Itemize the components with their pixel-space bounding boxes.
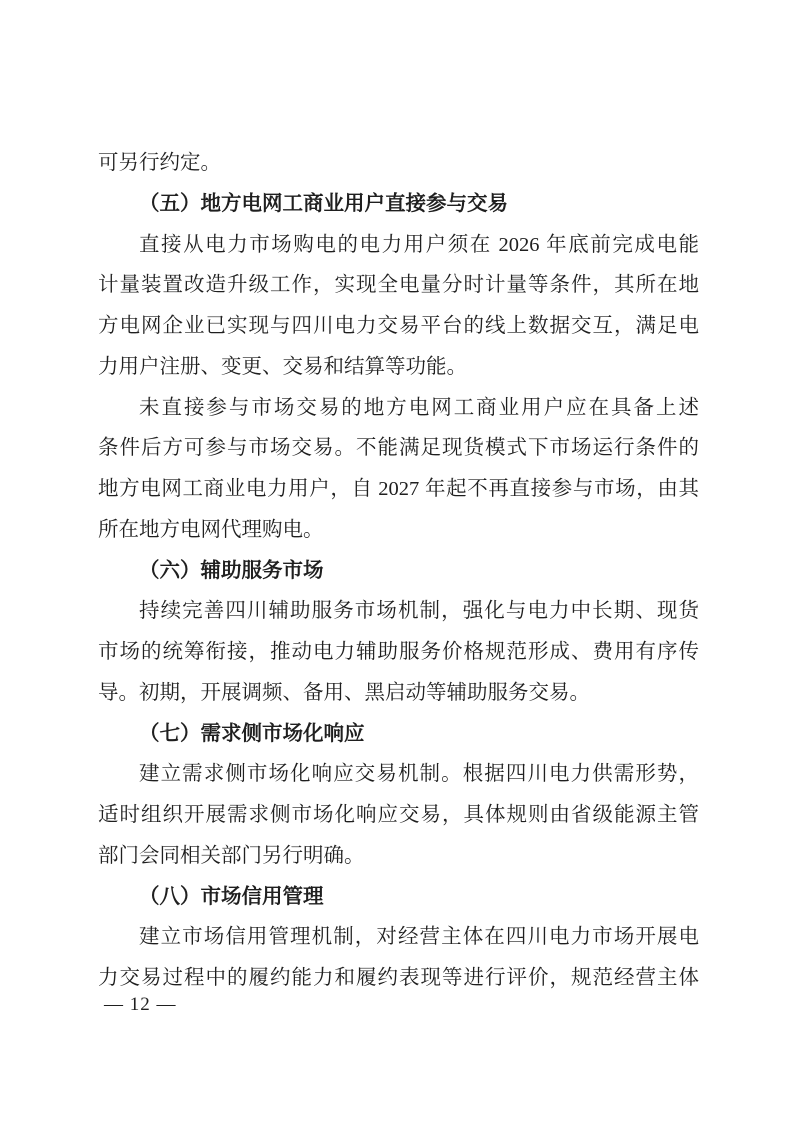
body-text-line: 所在地方电网代理购电。 [98, 518, 324, 541]
body-text-line: 计量装置改造升级工作，实现全电量分时计量等条件，其所在地 [98, 274, 699, 297]
body-text-line: 建立市场信用管理机制，对经营主体在四川电力市场开展电 [139, 926, 699, 949]
body-text-line: 建立需求侧市场化响应交易机制。根据四川电力供需形势， [139, 763, 699, 786]
page-number: — 12 — [104, 994, 177, 1015]
body-text-line: 方电网企业已实现与四川电力交易平台的线上数据交互，满足电 [98, 315, 699, 337]
body-text-line: 导。初期，开展调频、备用、黑启动等辅助服务交易。 [98, 681, 590, 704]
body-text-line: 力用户注册、变更、交易和结算等功能。 [98, 355, 467, 378]
section-heading: （五）地方电网工商业用户直接参与交易 [139, 192, 508, 215]
body-text-line: 力交易过程中的履约能力和履约表现等进行评价，规范经营主体 [98, 967, 699, 989]
section-heading: （七）需求侧市场化响应 [139, 722, 365, 745]
body-text-line: 未直接参与市场交易的地方电网工商业用户应在具备上述 [139, 396, 699, 419]
body-text-line: 适时组织开展需求侧市场化响应交易，具体规则由省级能源主管 [98, 804, 699, 826]
document-text-block [98, 143, 699, 999]
body-text-line: 部门会同相关部门另行明确。 [98, 844, 365, 867]
body-text-line: 持续完善四川辅助服务市场机制，强化与电力中长期、现货 [139, 600, 699, 623]
body-text-line: 可另行约定。 [98, 152, 221, 174]
section-heading: （八）市场信用管理 [139, 885, 324, 908]
body-text-line: 地方电网工商业电力用户，自 2027 年起不再直接参与市场，由其 [98, 478, 699, 500]
body-text-line: 市场的统筹衔接，推动电力辅助服务价格规范形成、费用有序传 [98, 641, 699, 663]
body-text-line: 直接从电力市场购电的电力用户须在 2026 年底前完成电能 [139, 233, 699, 256]
section-heading: （六）辅助服务市场 [139, 559, 324, 582]
body-text-line: 条件后方可参与市场交易。不能满足现货模式下市场运行条件的 [98, 437, 699, 460]
